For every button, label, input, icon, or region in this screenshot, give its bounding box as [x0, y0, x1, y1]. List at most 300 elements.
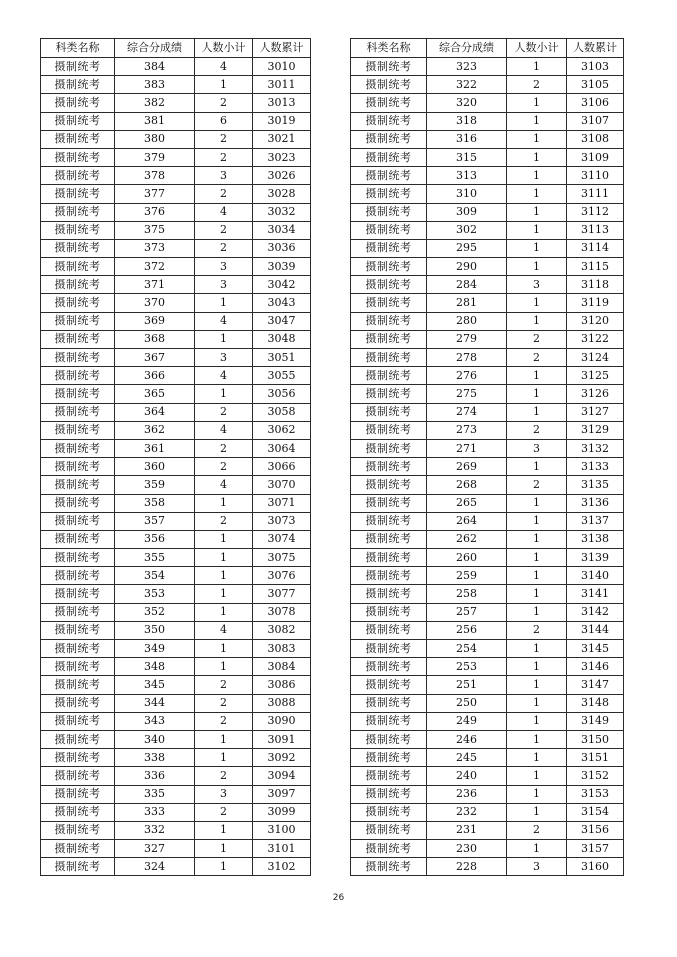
cell-count: 1	[195, 640, 253, 658]
cell-cumulative: 3112	[567, 203, 624, 221]
cell-category: 摄制统考	[41, 603, 115, 621]
table-row	[41, 349, 311, 367]
cell-score: 356	[115, 530, 195, 548]
cell-category: 摄制统考	[41, 694, 115, 712]
cell-count: 2	[195, 803, 253, 821]
cell-cumulative: 3097	[253, 785, 311, 803]
cell-count: 1	[507, 785, 567, 803]
cell-category: 摄制统考	[41, 530, 115, 548]
cell-score: 322	[427, 76, 507, 94]
cell-score: 256	[427, 621, 507, 639]
cell-category: 摄制统考	[351, 712, 427, 730]
cell-score: 245	[427, 749, 507, 767]
cell-score: 362	[115, 421, 195, 439]
cell-cumulative: 3047	[253, 312, 311, 330]
cell-score: 361	[115, 439, 195, 457]
cell-score: 350	[115, 621, 195, 639]
table-row	[41, 567, 311, 585]
cell-score: 377	[115, 185, 195, 203]
table-row	[41, 385, 311, 403]
score-table-right	[350, 38, 624, 876]
table-row	[41, 821, 311, 839]
cell-category: 摄制统考	[351, 603, 427, 621]
cell-cumulative: 3107	[567, 112, 624, 130]
table-row	[41, 530, 311, 548]
cell-category: 摄制统考	[351, 385, 427, 403]
cell-cumulative: 3066	[253, 458, 311, 476]
cell-category: 摄制统考	[351, 803, 427, 821]
cell-category: 摄制统考	[41, 349, 115, 367]
cell-count: 1	[507, 694, 567, 712]
cell-score: 302	[427, 221, 507, 239]
cell-cumulative: 3149	[567, 712, 624, 730]
cell-category: 摄制统考	[41, 403, 115, 421]
cell-category: 摄制统考	[351, 349, 427, 367]
table-row	[351, 749, 624, 767]
cell-cumulative: 3137	[567, 512, 624, 530]
table-row	[351, 403, 624, 421]
cell-category: 摄制统考	[351, 840, 427, 858]
cell-cumulative: 3108	[567, 130, 624, 148]
cell-cumulative: 3026	[253, 167, 311, 185]
cell-count: 3	[195, 258, 253, 276]
cell-category: 摄制统考	[351, 439, 427, 457]
header-cumulative: 人数累计	[253, 39, 311, 58]
table-row	[41, 94, 311, 112]
cell-category: 摄制统考	[351, 567, 427, 585]
cell-count: 1	[195, 858, 253, 876]
cell-cumulative: 3106	[567, 94, 624, 112]
cell-category: 摄制统考	[41, 276, 115, 294]
table-row	[351, 840, 624, 858]
cell-cumulative: 3119	[567, 294, 624, 312]
cell-category: 摄制统考	[41, 203, 115, 221]
cell-count: 1	[507, 221, 567, 239]
cell-cumulative: 3156	[567, 821, 624, 839]
table-row	[41, 767, 311, 785]
cell-count: 6	[195, 112, 253, 130]
cell-score: 369	[115, 312, 195, 330]
cell-cumulative: 3075	[253, 549, 311, 567]
cell-score: 313	[427, 167, 507, 185]
cell-category: 摄制统考	[351, 694, 427, 712]
cell-cumulative: 3088	[253, 694, 311, 712]
cell-count: 1	[195, 330, 253, 348]
cell-category: 摄制统考	[41, 749, 115, 767]
table-row	[351, 712, 624, 730]
table-row	[41, 585, 311, 603]
table-row	[41, 221, 311, 239]
table-row	[41, 694, 311, 712]
cell-score: 284	[427, 276, 507, 294]
table-row	[351, 421, 624, 439]
cell-count: 2	[507, 421, 567, 439]
cell-category: 摄制统考	[351, 403, 427, 421]
header-category: 科类名称	[41, 39, 115, 58]
cell-cumulative: 3034	[253, 221, 311, 239]
cell-score: 228	[427, 858, 507, 876]
table-row	[41, 840, 311, 858]
table-row	[41, 258, 311, 276]
cell-category: 摄制统考	[41, 712, 115, 730]
table-body-right	[351, 58, 624, 876]
cell-category: 摄制统考	[351, 276, 427, 294]
cell-category: 摄制统考	[351, 258, 427, 276]
cell-cumulative: 3110	[567, 167, 624, 185]
cell-count: 2	[195, 403, 253, 421]
cell-score: 232	[427, 803, 507, 821]
cell-cumulative: 3064	[253, 439, 311, 457]
cell-score: 230	[427, 840, 507, 858]
table-row	[41, 476, 311, 494]
cell-category: 摄制统考	[351, 494, 427, 512]
cell-cumulative: 3048	[253, 330, 311, 348]
cell-cumulative: 3010	[253, 58, 311, 76]
cell-score: 368	[115, 330, 195, 348]
cell-category: 摄制统考	[351, 658, 427, 676]
cell-score: 254	[427, 640, 507, 658]
cell-category: 摄制统考	[351, 58, 427, 76]
cell-cumulative: 3122	[567, 330, 624, 348]
cell-score: 278	[427, 349, 507, 367]
cell-score: 349	[115, 640, 195, 658]
cell-score: 274	[427, 403, 507, 421]
cell-score: 343	[115, 712, 195, 730]
table-row	[41, 730, 311, 748]
cell-category: 摄制统考	[351, 458, 427, 476]
table-row	[351, 221, 624, 239]
cell-category: 摄制统考	[41, 221, 115, 239]
cell-category: 摄制统考	[351, 512, 427, 530]
table-row	[41, 367, 311, 385]
cell-count: 2	[195, 712, 253, 730]
cell-cumulative: 3157	[567, 840, 624, 858]
cell-category: 摄制统考	[351, 294, 427, 312]
cell-cumulative: 3062	[253, 421, 311, 439]
cell-score: 358	[115, 494, 195, 512]
cell-score: 353	[115, 585, 195, 603]
cell-cumulative: 3136	[567, 494, 624, 512]
cell-count: 1	[507, 458, 567, 476]
cell-cumulative: 3129	[567, 421, 624, 439]
cell-count: 3	[507, 439, 567, 457]
cell-score: 373	[115, 239, 195, 257]
cell-count: 2	[195, 439, 253, 457]
cell-category: 摄制统考	[41, 476, 115, 494]
cell-cumulative: 3118	[567, 276, 624, 294]
cell-score: 323	[427, 58, 507, 76]
cell-score: 324	[115, 858, 195, 876]
cell-count: 1	[195, 549, 253, 567]
cell-cumulative: 3148	[567, 694, 624, 712]
table-row	[41, 658, 311, 676]
cell-count: 1	[507, 312, 567, 330]
cell-category: 摄制统考	[41, 385, 115, 403]
table-row	[41, 676, 311, 694]
table-row	[351, 803, 624, 821]
cell-cumulative: 3135	[567, 476, 624, 494]
cell-score: 281	[427, 294, 507, 312]
cell-score: 258	[427, 585, 507, 603]
cell-category: 摄制统考	[41, 730, 115, 748]
cell-category: 摄制统考	[351, 585, 427, 603]
table-row	[351, 148, 624, 166]
cell-score: 251	[427, 676, 507, 694]
cell-count: 1	[195, 494, 253, 512]
table-row	[351, 76, 624, 94]
cell-count: 1	[507, 385, 567, 403]
cell-score: 335	[115, 785, 195, 803]
cell-cumulative: 3111	[567, 185, 624, 203]
cell-count: 3	[195, 276, 253, 294]
cell-category: 摄制统考	[351, 749, 427, 767]
cell-category: 摄制统考	[351, 530, 427, 548]
cell-score: 231	[427, 821, 507, 839]
cell-score: 371	[115, 276, 195, 294]
table-row	[351, 785, 624, 803]
cell-score: 275	[427, 385, 507, 403]
cell-cumulative: 3094	[253, 767, 311, 785]
table-row	[41, 640, 311, 658]
cell-score: 265	[427, 494, 507, 512]
cell-count: 1	[507, 549, 567, 567]
table-header-row	[351, 39, 624, 58]
cell-category: 摄制统考	[351, 767, 427, 785]
cell-score: 378	[115, 167, 195, 185]
cell-count: 3	[195, 349, 253, 367]
cell-category: 摄制统考	[41, 58, 115, 76]
cell-count: 2	[195, 458, 253, 476]
cell-score: 236	[427, 785, 507, 803]
cell-count: 2	[195, 676, 253, 694]
table-row	[351, 549, 624, 567]
cell-score: 273	[427, 421, 507, 439]
cell-count: 1	[195, 840, 253, 858]
cell-count: 1	[195, 294, 253, 312]
cell-cumulative: 3092	[253, 749, 311, 767]
cell-count: 1	[195, 530, 253, 548]
table-header-row	[41, 39, 311, 58]
table-row	[351, 276, 624, 294]
table-row	[41, 167, 311, 185]
cell-count: 2	[195, 694, 253, 712]
cell-cumulative: 3051	[253, 349, 311, 367]
cell-score: 365	[115, 385, 195, 403]
cell-count: 1	[507, 239, 567, 257]
table-row	[41, 785, 311, 803]
table-row	[351, 694, 624, 712]
cell-category: 摄制统考	[41, 312, 115, 330]
cell-score: 370	[115, 294, 195, 312]
cell-category: 摄制统考	[41, 148, 115, 166]
cell-cumulative: 3078	[253, 603, 311, 621]
table-row	[41, 312, 311, 330]
table-row	[41, 549, 311, 567]
cell-category: 摄制统考	[351, 203, 427, 221]
cell-score: 345	[115, 676, 195, 694]
cell-count: 1	[507, 730, 567, 748]
cell-score: 376	[115, 203, 195, 221]
cell-count: 1	[507, 676, 567, 694]
cell-count: 1	[507, 494, 567, 512]
cell-score: 338	[115, 749, 195, 767]
cell-category: 摄制统考	[41, 167, 115, 185]
table-row	[41, 712, 311, 730]
cell-count: 1	[507, 512, 567, 530]
table-row	[351, 567, 624, 585]
cell-score: 276	[427, 367, 507, 385]
cell-category: 摄制统考	[41, 130, 115, 148]
cell-category: 摄制统考	[351, 821, 427, 839]
cell-category: 摄制统考	[41, 330, 115, 348]
cell-cumulative: 3074	[253, 530, 311, 548]
cell-category: 摄制统考	[41, 621, 115, 639]
cell-cumulative: 3142	[567, 603, 624, 621]
cell-cumulative: 3124	[567, 349, 624, 367]
table-row	[41, 458, 311, 476]
cell-count: 1	[507, 112, 567, 130]
cell-cumulative: 3150	[567, 730, 624, 748]
table-row	[41, 112, 311, 130]
cell-category: 摄制统考	[351, 130, 427, 148]
cell-cumulative: 3153	[567, 785, 624, 803]
cell-count: 4	[195, 421, 253, 439]
cell-cumulative: 3147	[567, 676, 624, 694]
cell-category: 摄制统考	[351, 621, 427, 639]
table-row	[351, 58, 624, 76]
cell-cumulative: 3100	[253, 821, 311, 839]
table-row	[351, 439, 624, 457]
cell-count: 1	[507, 658, 567, 676]
cell-cumulative: 3114	[567, 239, 624, 257]
cell-count: 3	[195, 785, 253, 803]
cell-category: 摄制统考	[351, 221, 427, 239]
cell-count: 1	[507, 603, 567, 621]
cell-score: 246	[427, 730, 507, 748]
cell-category: 摄制统考	[41, 494, 115, 512]
cell-category: 摄制统考	[41, 767, 115, 785]
cell-cumulative: 3028	[253, 185, 311, 203]
cell-count: 1	[507, 148, 567, 166]
cell-count: 2	[507, 76, 567, 94]
cell-cumulative: 3019	[253, 112, 311, 130]
cell-cumulative: 3058	[253, 403, 311, 421]
cell-cumulative: 3023	[253, 148, 311, 166]
cell-category: 摄制统考	[41, 458, 115, 476]
cell-count: 1	[507, 58, 567, 76]
cell-cumulative: 3154	[567, 803, 624, 821]
page-number: 26	[332, 893, 345, 903]
cell-category: 摄制统考	[41, 185, 115, 203]
table-row	[351, 312, 624, 330]
cell-cumulative: 3139	[567, 549, 624, 567]
cell-count: 2	[507, 476, 567, 494]
cell-category: 摄制统考	[351, 76, 427, 94]
header-score: 综合分成绩	[115, 39, 195, 58]
cell-cumulative: 3127	[567, 403, 624, 421]
cell-count: 2	[195, 221, 253, 239]
cell-count: 1	[195, 585, 253, 603]
table-row	[41, 749, 311, 767]
cell-score: 355	[115, 549, 195, 567]
cell-count: 2	[507, 821, 567, 839]
table-row	[41, 421, 311, 439]
cell-category: 摄制统考	[351, 367, 427, 385]
cell-count: 4	[195, 476, 253, 494]
cell-category: 摄制统考	[351, 421, 427, 439]
cell-score: 381	[115, 112, 195, 130]
cell-category: 摄制统考	[41, 76, 115, 94]
cell-cumulative: 3091	[253, 730, 311, 748]
cell-category: 摄制统考	[351, 640, 427, 658]
cell-count: 1	[507, 403, 567, 421]
cell-score: 366	[115, 367, 195, 385]
cell-category: 摄制统考	[351, 785, 427, 803]
cell-count: 1	[195, 821, 253, 839]
header-category: 科类名称	[351, 39, 427, 58]
cell-count: 2	[195, 94, 253, 112]
cell-count: 1	[195, 76, 253, 94]
table-row	[351, 185, 624, 203]
cell-count: 2	[195, 767, 253, 785]
cell-cumulative: 3011	[253, 76, 311, 94]
cell-count: 4	[195, 367, 253, 385]
cell-category: 摄制统考	[351, 676, 427, 694]
cell-score: 336	[115, 767, 195, 785]
table-row	[41, 330, 311, 348]
table-row	[41, 148, 311, 166]
cell-category: 摄制统考	[41, 239, 115, 257]
cell-count: 1	[195, 658, 253, 676]
cell-category: 摄制统考	[351, 94, 427, 112]
cell-count: 1	[507, 294, 567, 312]
cell-score: 318	[427, 112, 507, 130]
cell-count: 1	[507, 712, 567, 730]
cell-score: 250	[427, 694, 507, 712]
cell-category: 摄制统考	[41, 94, 115, 112]
table-row	[351, 367, 624, 385]
cell-category: 摄制统考	[41, 858, 115, 876]
cell-cumulative: 3021	[253, 130, 311, 148]
cell-score: 360	[115, 458, 195, 476]
cell-count: 2	[195, 239, 253, 257]
cell-count: 4	[195, 312, 253, 330]
table-row	[41, 803, 311, 821]
table-row	[351, 676, 624, 694]
cell-count: 1	[507, 94, 567, 112]
cell-cumulative: 3160	[567, 858, 624, 876]
cell-cumulative: 3082	[253, 621, 311, 639]
table-row	[41, 130, 311, 148]
cell-category: 摄制统考	[351, 858, 427, 876]
table-row	[351, 585, 624, 603]
cell-cumulative: 3032	[253, 203, 311, 221]
cell-cumulative: 3132	[567, 439, 624, 457]
table-row	[41, 439, 311, 457]
cell-cumulative: 3109	[567, 148, 624, 166]
table-row	[351, 621, 624, 639]
table-row	[351, 112, 624, 130]
cell-count: 4	[195, 621, 253, 639]
cell-cumulative: 3077	[253, 585, 311, 603]
cell-cumulative: 3070	[253, 476, 311, 494]
table-row	[351, 603, 624, 621]
cell-category: 摄制统考	[41, 785, 115, 803]
cell-category: 摄制统考	[41, 640, 115, 658]
table-row	[351, 494, 624, 512]
cell-category: 摄制统考	[41, 367, 115, 385]
cell-score: 240	[427, 767, 507, 785]
